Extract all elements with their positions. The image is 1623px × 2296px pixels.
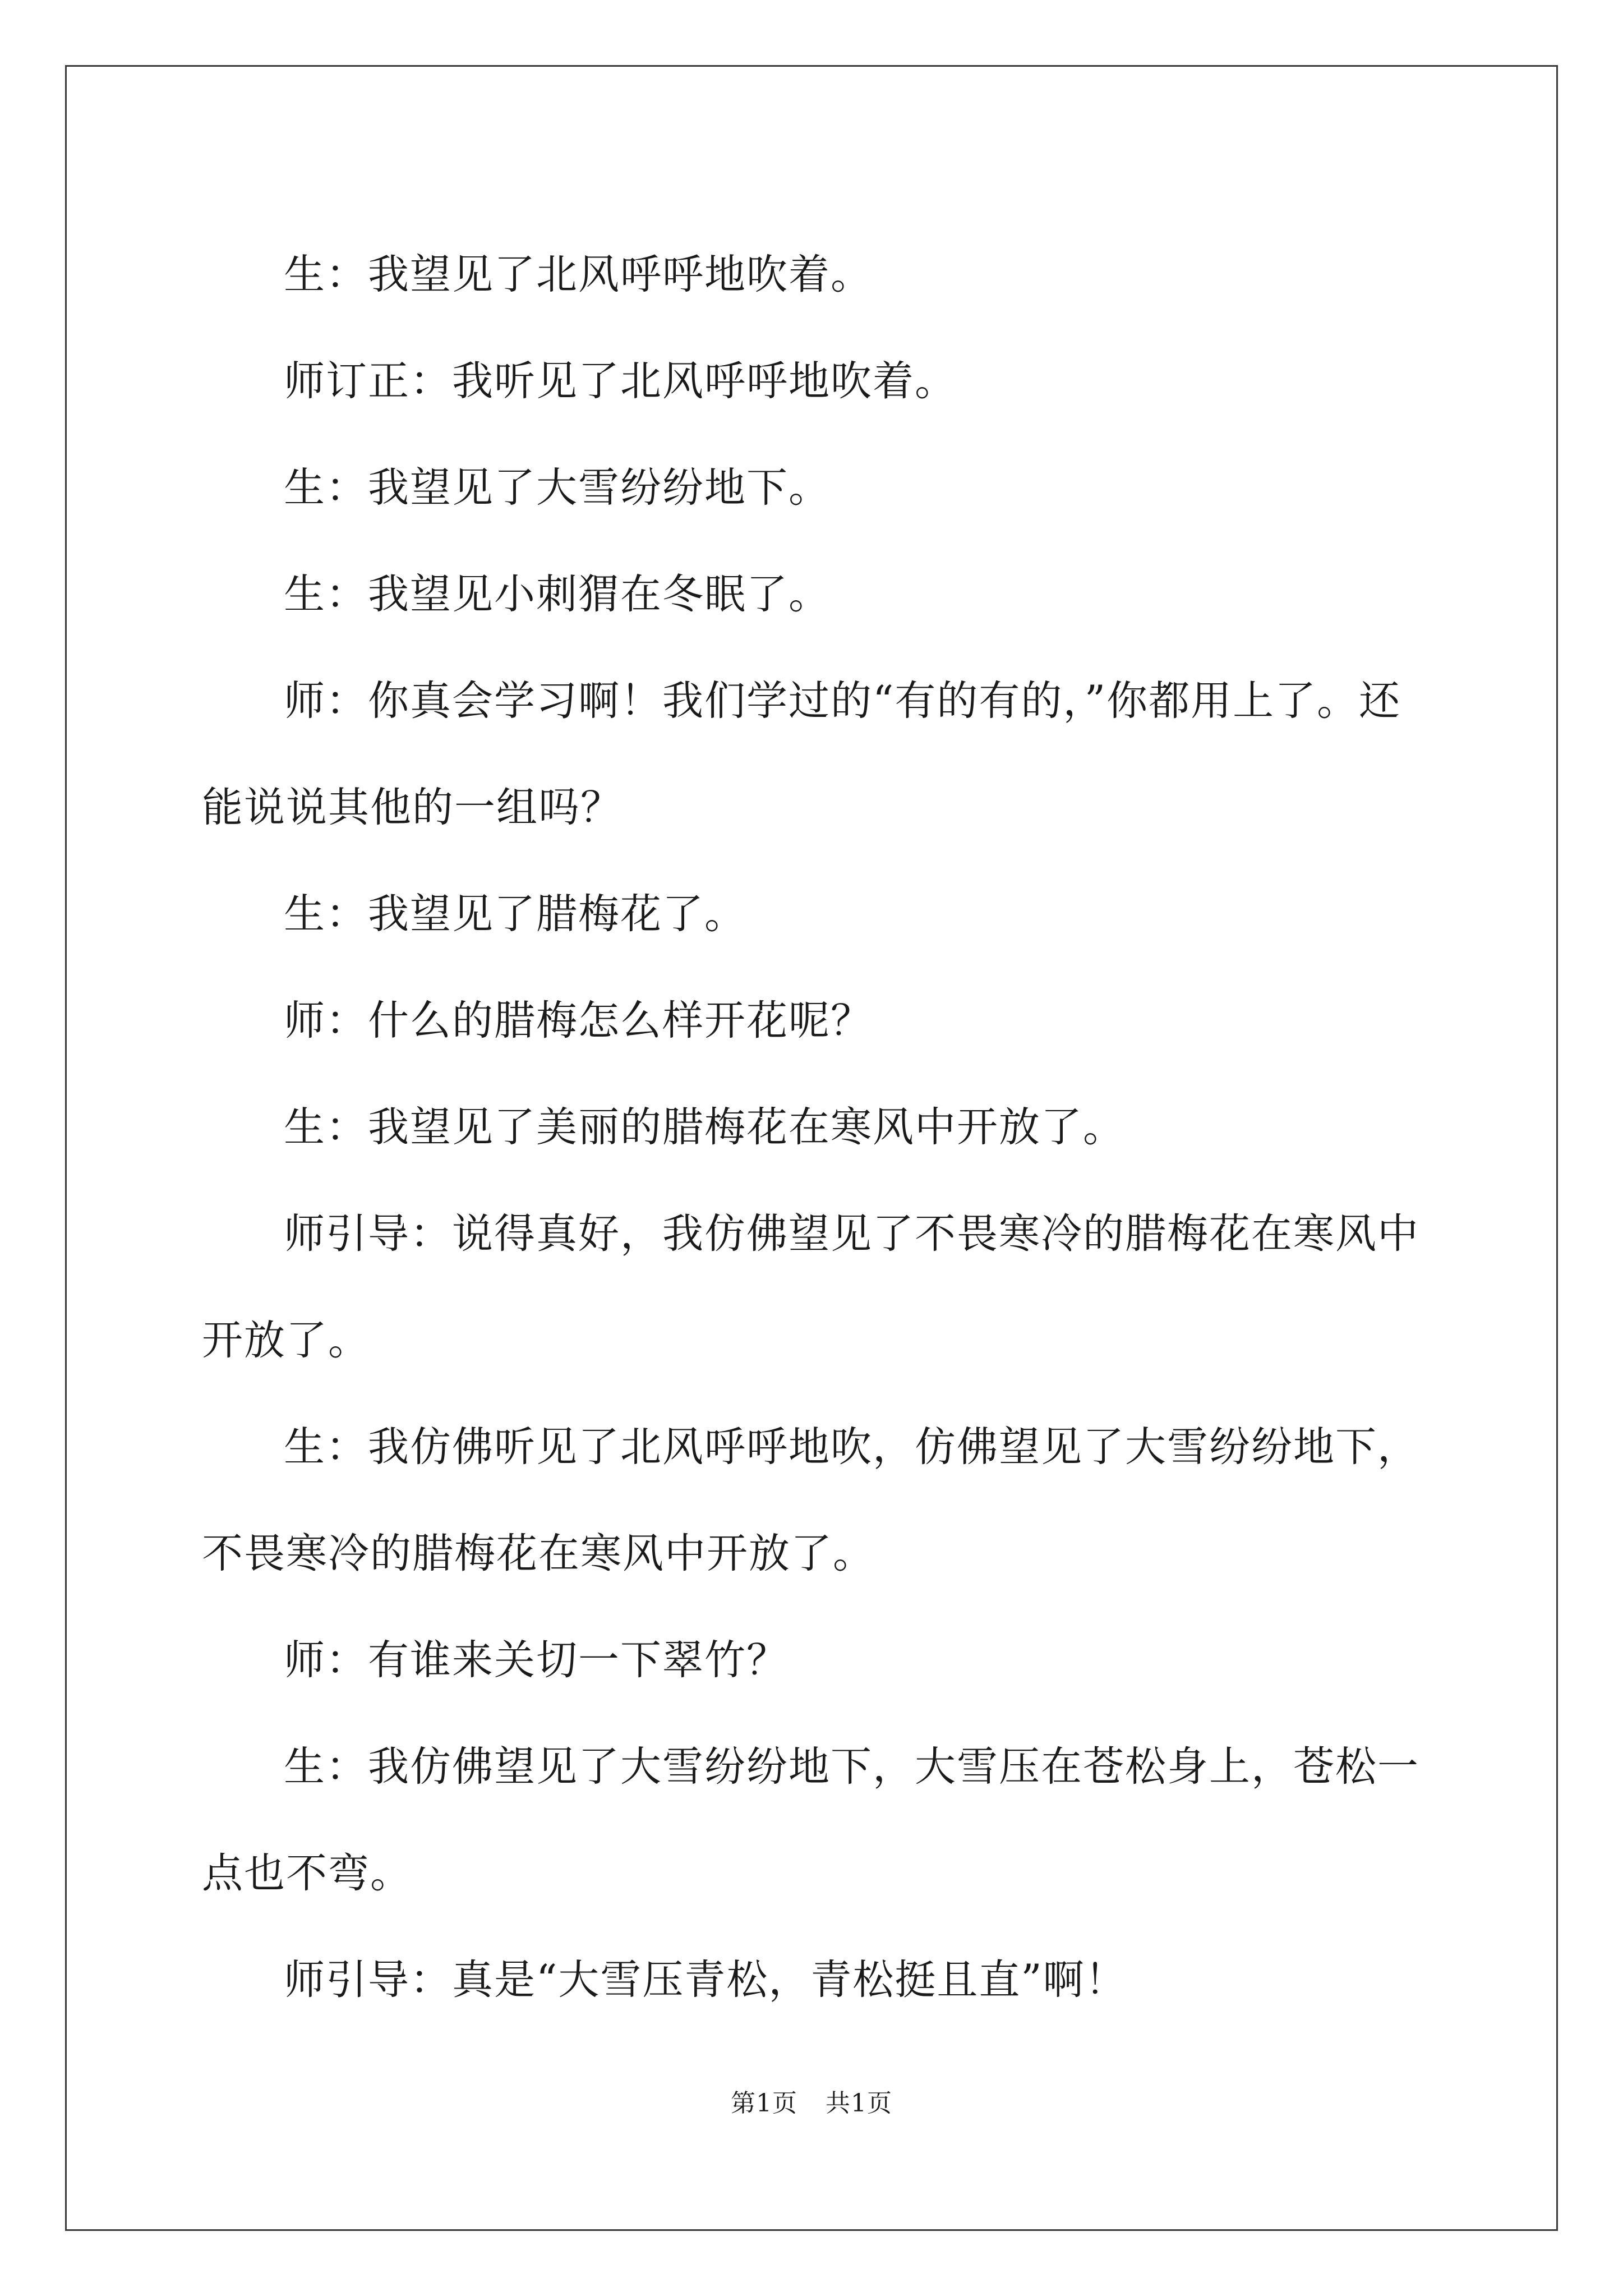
- paragraph: 师订正：我听见了北风呼呼地吹着。: [284, 357, 957, 405]
- page-footer: [0, 2087, 1623, 2120]
- paragraph: 师引导：说得真好，我仿佛望见了不畏寒冷的腊梅花在寒风中开放了。: [202, 1210, 1419, 1364]
- paragraph: 师引导：真是“大雪压青松，青松挺且直”啊！: [284, 1956, 1127, 2004]
- paragraph: 师：有谁来关切一下翠竹？: [284, 1636, 789, 1684]
- page-number-current: 第1页: [731, 2089, 797, 2118]
- paragraph: 生：我望见了美丽的腊梅花在寒风中开放了。: [284, 1103, 1125, 1151]
- paragraph: 生：我望见了大雪纷纷地下。: [284, 464, 831, 512]
- paragraph: 师：你真会学习啊！我们学过的“有的有的，”你都用上了。还能说说其他的一组吗？: [202, 677, 1401, 831]
- paragraph: 生：我望见了北风呼呼地吹着。: [284, 251, 873, 298]
- page-number-total: 共1页: [826, 2089, 892, 2118]
- paragraph: 生：我望见了腊梅花了。: [284, 890, 746, 938]
- paragraph: 师：什么的腊梅怎么样开花呢？: [284, 997, 873, 1045]
- paragraph: 生：我仿佛听见了北风呼呼地吹，仿佛望见了大雪纷纷地下，不畏寒冷的腊梅花在寒风中开放了。: [202, 1423, 1419, 1577]
- paragraph: 生：我仿佛望见了大雪纷纷地下，大雪压在苍松身上，苍松一点也不弯。: [202, 1743, 1419, 1897]
- paragraph: 生：我望见小刺猬在冬眠了。: [284, 570, 831, 618]
- document-body: [202, 222, 1430, 2033]
